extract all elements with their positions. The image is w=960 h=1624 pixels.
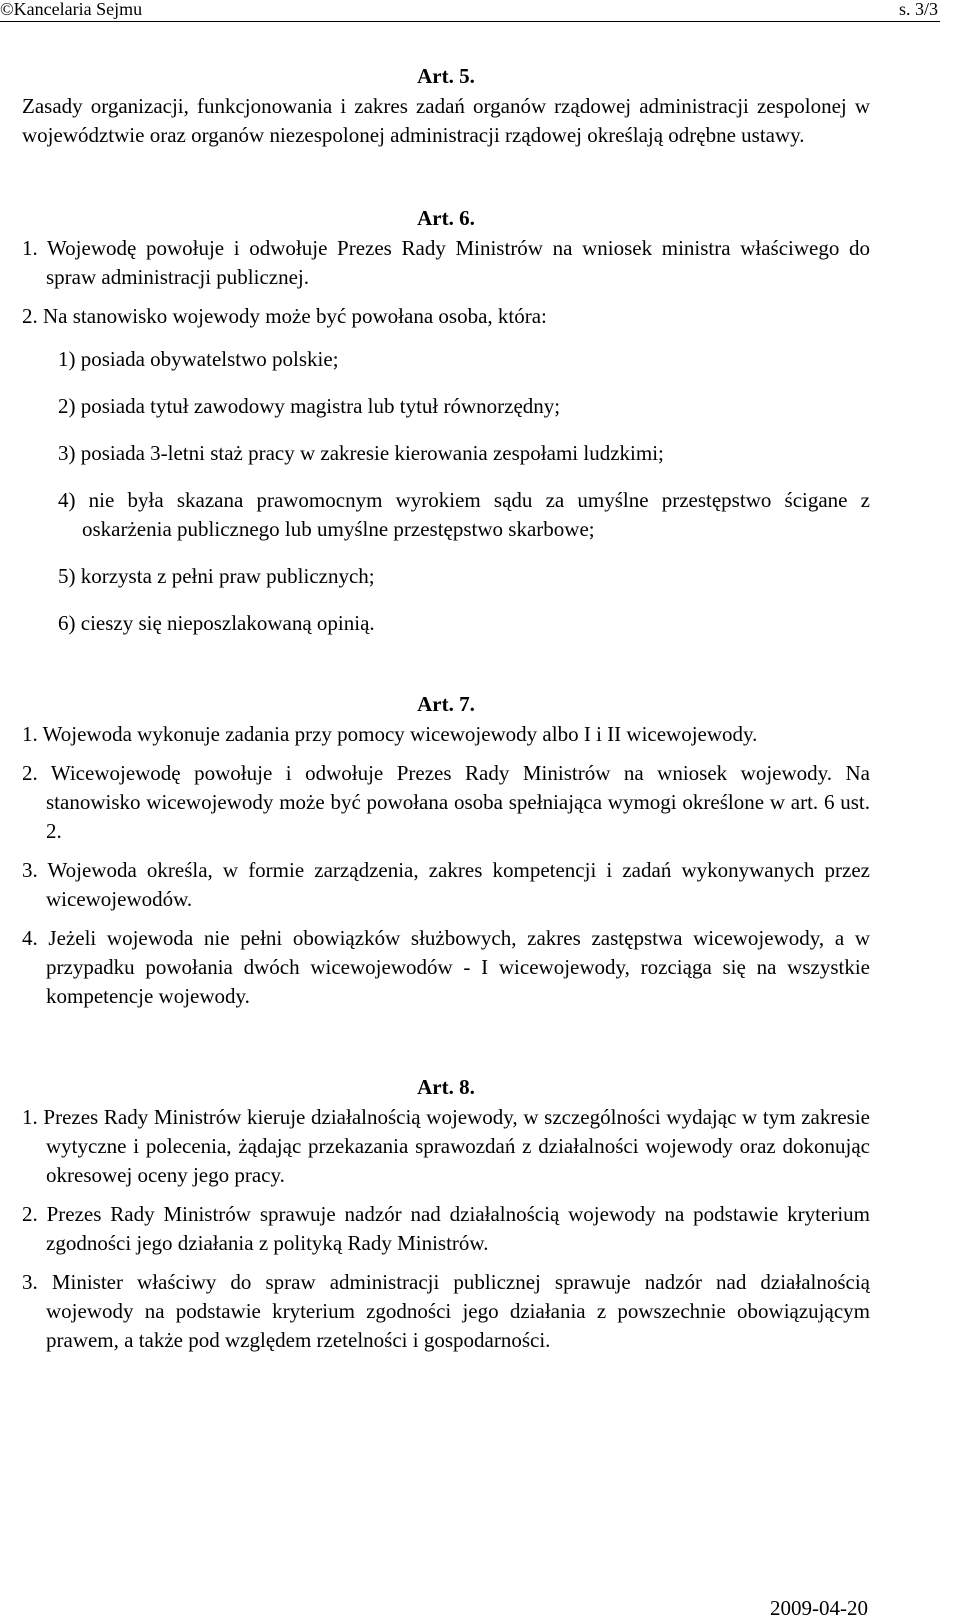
article-8 [22, 1073, 870, 1355]
article-8-paragraph-2: 2. Prezes Rady Ministrów sprawuje nadzór nad działalnością wojewody na podstawie kryterium zgodności jego działania z polityką Rady Ministrów. [22, 1202, 870, 1255]
page-number: s. 3/3 [898, 0, 938, 19]
article-6-item-4: 4) nie była skazana prawomocnym wyrokiem sądu za umyślne przestępstwo ścigane z oskarżenia publicznego lub umyślne przestępstwo skarbowe; [58, 488, 870, 541]
article-6-item-2: 2) posiada tytuł zawodowy magistra lub tytuł równorzędny; [58, 394, 561, 418]
article-6 [22, 204, 870, 638]
article-7-paragraph-1: 1. Wojewoda wykonuje zadania przy pomocy wicewojewody albo I i II wicewojewody. [22, 722, 758, 746]
article-6-paragraph-2: 2. Na stanowisko wojewody może być powołana osoba, która: [22, 304, 547, 328]
header-divider [0, 21, 940, 22]
copyright-label: ©Kancelaria Sejmu [0, 0, 143, 19]
document-body [22, 62, 870, 1365]
article-6-item-1: 1) posiada obywatelstwo polskie; [58, 347, 339, 371]
article-5-title: Art. 5. [417, 64, 475, 88]
article-6-item-6: 6) cieszy się nieposzlakowaną opinią. [58, 611, 375, 635]
article-5 [22, 62, 870, 150]
article-8-paragraph-1: 1. Prezes Rady Ministrów kieruje działalnością wojewody, w szczególności wydając w tym zakresie wytyczne i polecenia, żądając przekazania sprawozdań z działalności wojewody oraz dokonując okresowej oceny jego pracy. [22, 1105, 870, 1187]
article-6-title: Art. 6. [417, 206, 475, 230]
article-6-paragraph-1: 1. Wojewodę powołuje i odwołuje Prezes Rady Ministrów na wniosek ministra właściwego do spraw administracji publicznej. [22, 236, 870, 289]
article-5-text: Zasady organizacji, funkcjonowania i zakres zadań organów rządowej administracji zespolonej w województwie oraz organów niezespolonej administracji rządowej określają odrębne ustawy. [22, 94, 870, 147]
article-8-paragraph-3: 3. Minister właściwy do spraw administracji publicznej sprawuje nadzór nad działalnością wojewody na podstawie kryterium zgodności jego działania z powszechnie obowiązującym prawem, a także pod względem rzetelności i gospodarności. [22, 1270, 870, 1352]
document-date: 2009-04-20 [770, 1596, 868, 1620]
article-7-title: Art. 7. [417, 692, 475, 716]
article-7-paragraph-2: 2. Wicewojewodę powołuje i odwołuje Prezes Rady Ministrów na wniosek wojewody. Na stanowisko wicewojewody może być powołana osoba spełniająca wymogi określone w art. 6 ust. 2. [22, 761, 870, 843]
page-header [0, 0, 960, 24]
article-8-title: Art. 8. [417, 1075, 475, 1099]
article-7-paragraph-4: 4. Jeżeli wojewoda nie pełni obowiązków służbowych, zakres zastępstwa wicewojewody, a w przypadku powołania dwóch wicewojewodów - I wicewojewody, rozciąga się na wszystkie kompetencje wojewody. [22, 926, 870, 1008]
article-7 [22, 690, 870, 1011]
article-6-item-5: 5) korzysta z pełni praw publicznych; [58, 564, 375, 588]
article-6-item-3: 3) posiada 3-letni staż pracy w zakresie kierowania zespołami ludzkimi; [58, 441, 664, 465]
article-7-paragraph-3: 3. Wojewoda określa, w formie zarządzenia, zakres kompetencji i zadań wykonywanych przez wicewojewodów. [22, 858, 870, 911]
